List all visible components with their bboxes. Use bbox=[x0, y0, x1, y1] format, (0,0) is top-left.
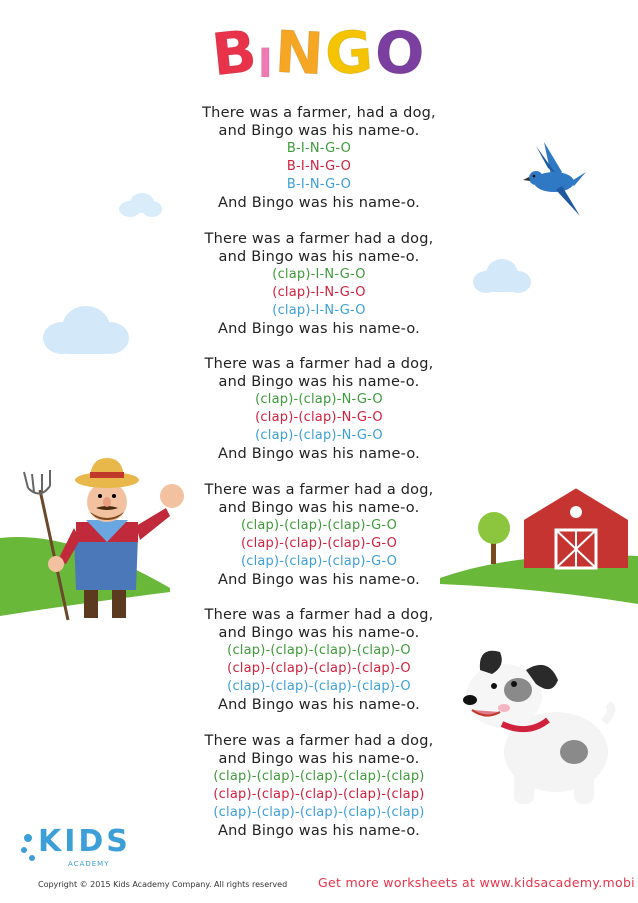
chorus-line-red: (clap)-I-N-G-O bbox=[272, 284, 366, 300]
kids-academy-logo[interactable] bbox=[20, 822, 140, 880]
logo-main-text: KIDS bbox=[38, 824, 131, 859]
page-title bbox=[0, 18, 638, 95]
bird-icon bbox=[522, 138, 588, 220]
chorus-line-green: (clap)-(clap)-N-G-O bbox=[255, 392, 383, 407]
chorus-line-red: B-I-N-G-O bbox=[286, 159, 352, 174]
verse-line: There was a farmer had a dog, bbox=[204, 481, 434, 498]
verse-6 bbox=[150, 732, 488, 840]
verse-1 bbox=[150, 104, 488, 212]
verse-line: And Bingo was his name-o. bbox=[218, 571, 420, 588]
copyright-text: Copyright © 2015 Kids Academy Company. All rights reserved bbox=[38, 880, 288, 889]
chorus-line-red: (clap)-(clap)-(clap)-(clap)-(clap) bbox=[213, 786, 425, 802]
chorus-line-red: (clap)-(clap)-(clap)-(clap)-O bbox=[227, 661, 411, 676]
verse-line: There was a farmer had a dog, bbox=[204, 356, 434, 372]
chorus-line-blue: B-I-N-G-O bbox=[286, 177, 352, 192]
chorus-line-blue: (clap)-(clap)-N-G-O bbox=[255, 428, 383, 443]
title-letter-b: B bbox=[208, 16, 262, 90]
verse-line: And Bingo was his name-o. bbox=[218, 320, 420, 337]
verse-line: There was a farmer had a dog, bbox=[204, 607, 434, 623]
title-letter-g: G bbox=[323, 17, 378, 89]
worksheets-link[interactable]: Get more worksheets at www.kidsacademy.mobi bbox=[318, 875, 635, 890]
verse-line: And Bingo was his name-o. bbox=[218, 195, 420, 211]
verse-line: And Bingo was his name-o. bbox=[218, 446, 420, 462]
chorus-line-blue: (clap)-(clap)-(clap)-(clap)-O bbox=[227, 679, 411, 694]
verse-line: and Bingo was his name-o. bbox=[218, 374, 420, 390]
chorus-line-blue: (clap)-I-N-G-O bbox=[272, 302, 366, 318]
title-letter-o: O bbox=[373, 18, 428, 88]
verse-line: and Bingo was his name-o. bbox=[218, 499, 420, 516]
chorus-line-green: (clap)-(clap)-(clap)-G-O bbox=[240, 517, 398, 533]
verse-line: and Bingo was his name-o. bbox=[218, 750, 420, 767]
chorus-line-green: (clap)-(clap)-(clap)-(clap)-O bbox=[227, 643, 411, 658]
chorus-line-green: (clap)-(clap)-(clap)-(clap)-(clap) bbox=[213, 768, 425, 784]
chorus-line-red: (clap)-(clap)-N-G-O bbox=[255, 410, 383, 425]
logo-sub-text: ACADEMY bbox=[68, 860, 110, 868]
verse-line: And Bingo was his name-o. bbox=[218, 822, 420, 839]
verse-4 bbox=[150, 481, 488, 589]
verse-2 bbox=[150, 230, 488, 338]
verse-line: There was a farmer, had a dog, bbox=[202, 105, 436, 121]
chorus-line-green: (clap)-I-N-G-O bbox=[272, 266, 366, 282]
barn-icon bbox=[520, 484, 632, 570]
verse-line: and Bingo was his name-o. bbox=[218, 625, 420, 641]
chorus-line-blue: (clap)-(clap)-(clap)-G-O bbox=[240, 553, 398, 569]
title-letter-i: I bbox=[257, 41, 275, 87]
lyrics bbox=[150, 104, 488, 857]
title-letter-n: N bbox=[273, 17, 328, 89]
chorus-line-green: B-I-N-G-O bbox=[286, 141, 352, 156]
chorus-line-red: (clap)-(clap)-(clap)-G-O bbox=[240, 535, 398, 551]
verse-5 bbox=[150, 606, 488, 714]
chorus-line-blue: (clap)-(clap)-(clap)-(clap)-(clap) bbox=[213, 804, 425, 820]
verse-line: There was a farmer had a dog, bbox=[204, 732, 434, 749]
verse-line: and Bingo was his name-o. bbox=[218, 248, 420, 265]
verse-line: and Bingo was his name-o. bbox=[218, 123, 420, 139]
verse-line: And Bingo was his name-o. bbox=[218, 697, 420, 713]
verse-3 bbox=[150, 355, 488, 463]
cloud-icon bbox=[42, 304, 130, 358]
verse-line: There was a farmer had a dog, bbox=[204, 230, 434, 247]
